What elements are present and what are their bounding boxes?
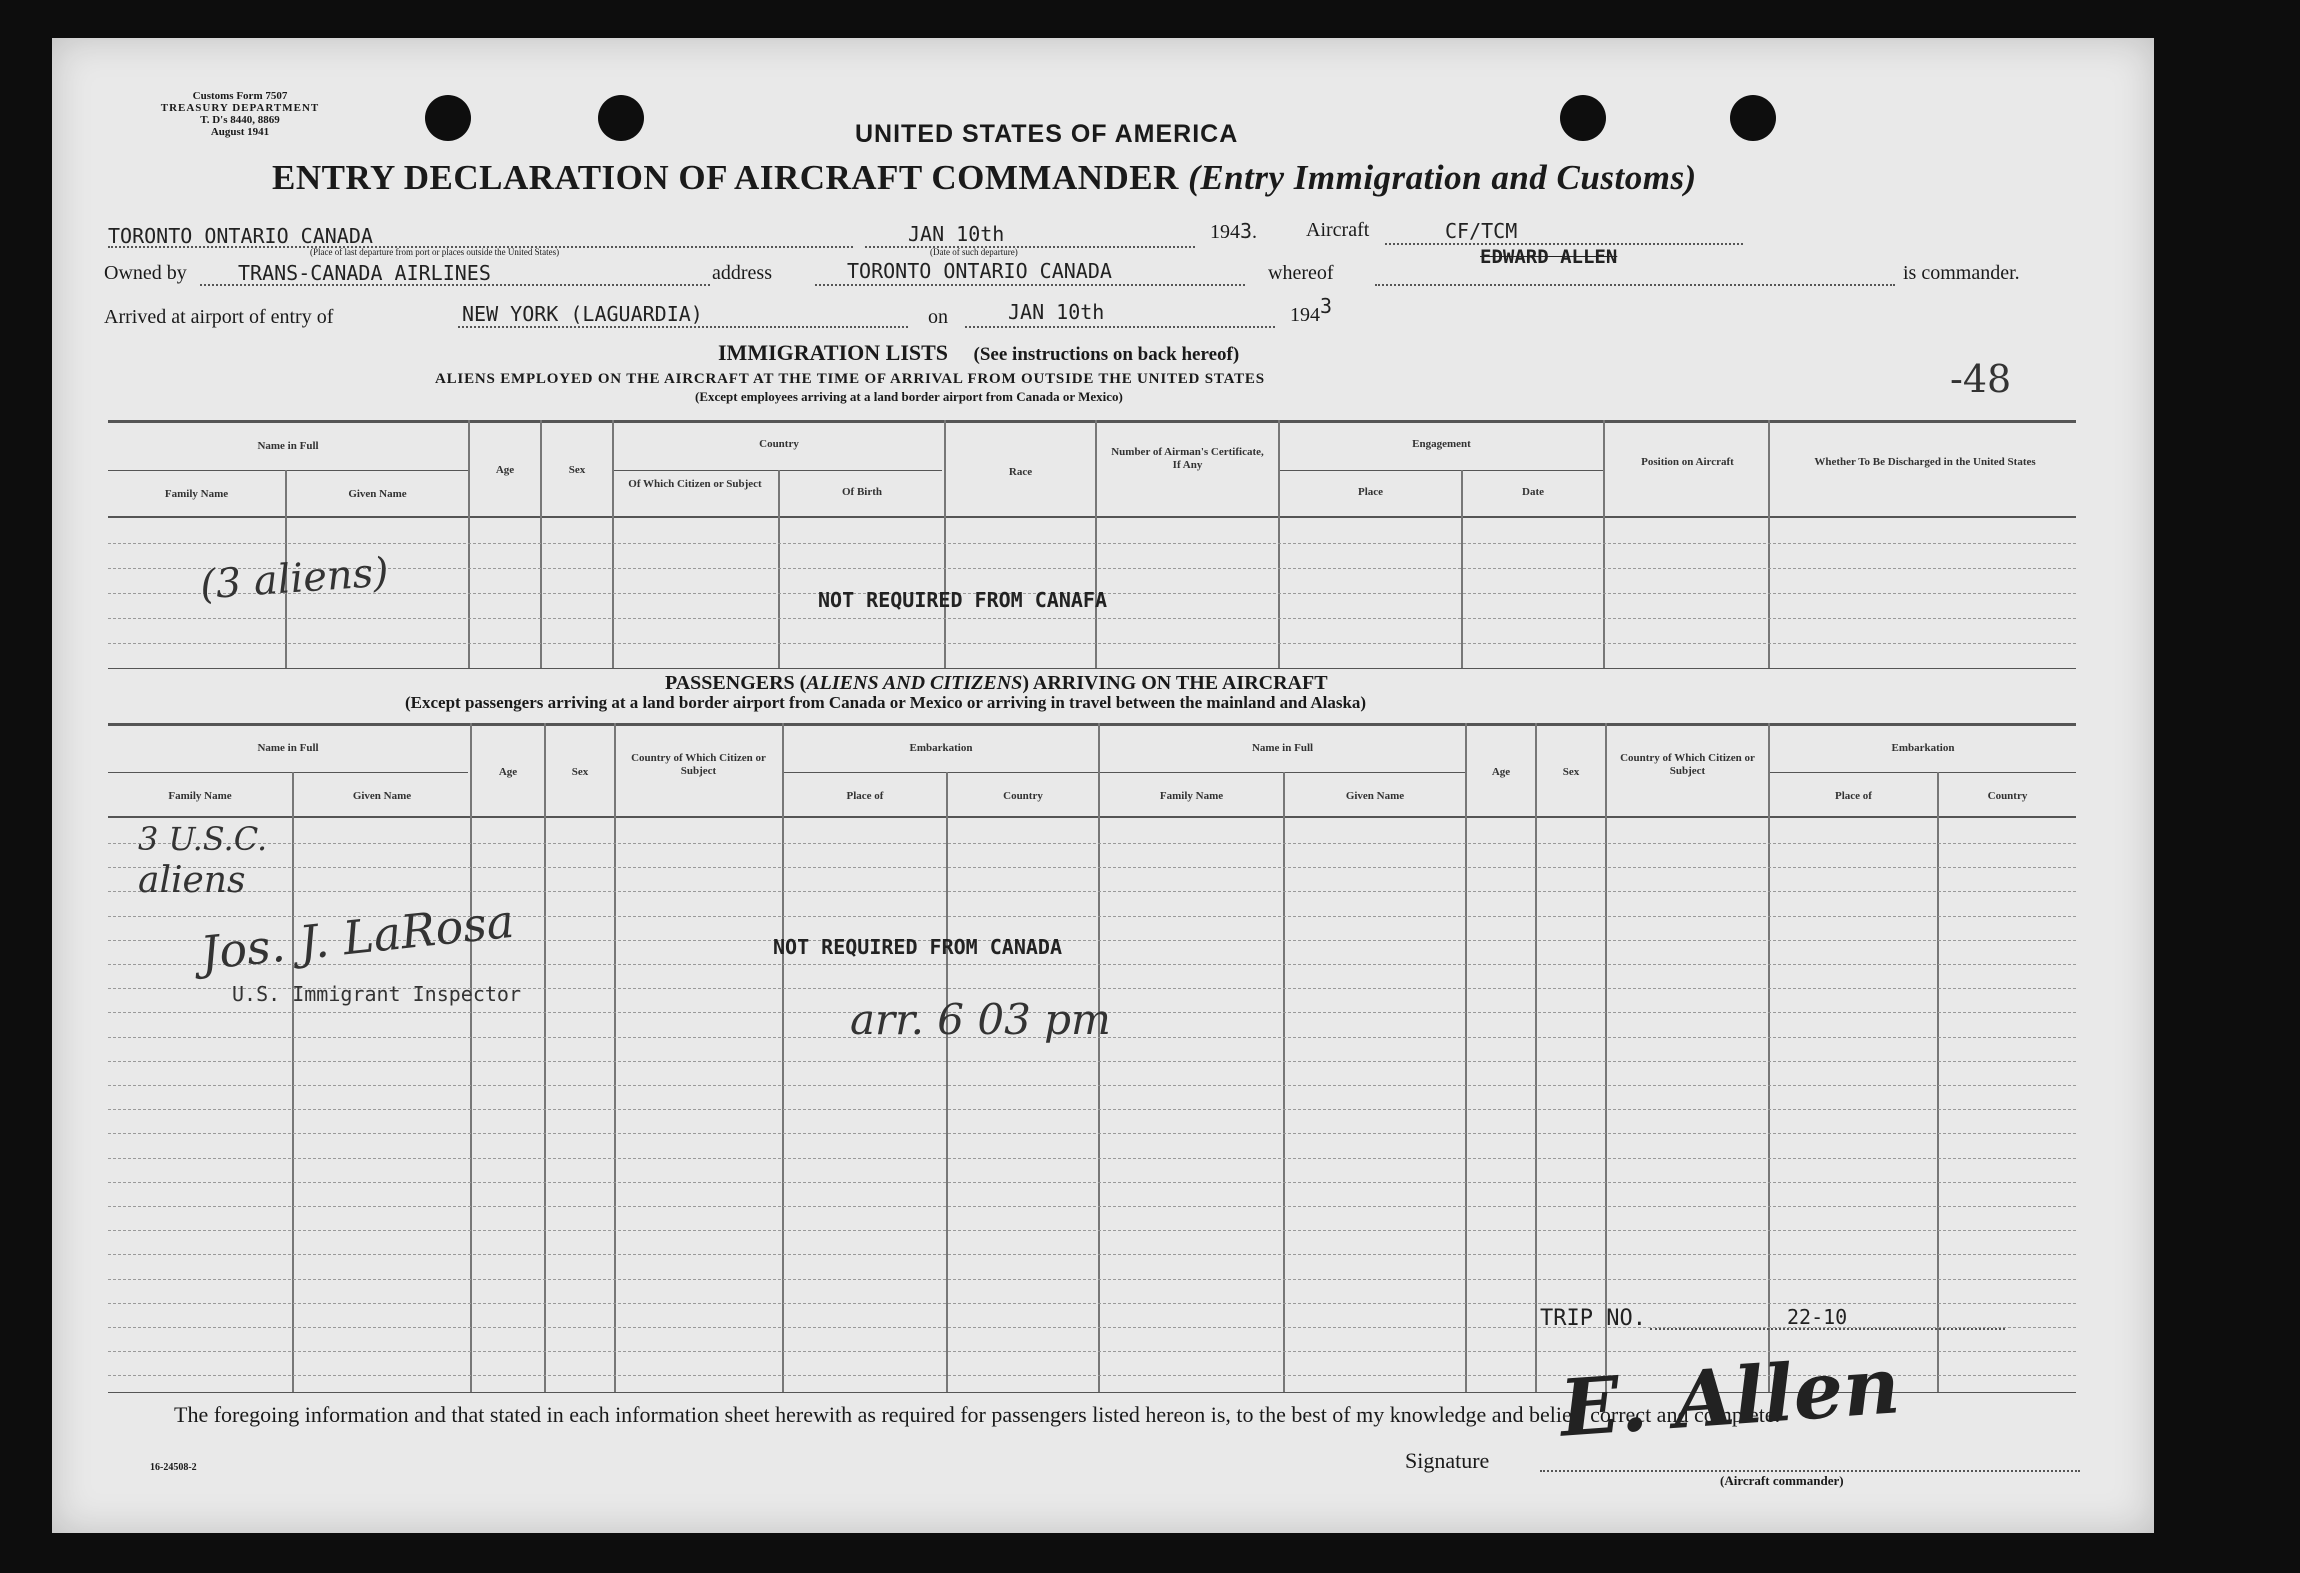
col-date: Date — [1522, 486, 1544, 498]
trip-value: 22-10 — [1787, 1305, 1848, 1329]
passengers-title-a: PASSENGERS ( — [665, 672, 807, 694]
table-row-line — [108, 891, 2076, 892]
table-rule — [1768, 772, 2076, 773]
table-rule — [108, 772, 468, 773]
fill-line — [1375, 284, 1895, 286]
table-row-line — [108, 1158, 2076, 1159]
aircraft-value: CF/TCM — [1445, 219, 1518, 243]
table-rule — [612, 470, 942, 471]
form-title-paren: (Entry Immigration and Customs) — [1188, 158, 1697, 197]
on-label: on — [928, 306, 948, 328]
table-rule — [108, 723, 2076, 726]
form-id-line: August 1941 — [210, 126, 270, 138]
form-id-line: Customs Form 7507 — [192, 90, 288, 102]
year-value: 3 — [1240, 219, 1253, 243]
form-id-line: T. D's 8440, 8869 — [200, 114, 280, 126]
col-engagement: Engagement — [1412, 438, 1471, 450]
table-divider — [540, 420, 542, 668]
form-number: 16-24508-2 — [150, 1462, 197, 1473]
table-divider — [1098, 723, 1100, 1392]
table-row-line — [108, 1061, 2076, 1062]
arrival-date-value: JAN 10th — [1008, 300, 1105, 324]
year-prefix: 194 — [1290, 304, 1320, 326]
col-name-in-full: Name in Full — [1251, 742, 1314, 754]
table-rule — [782, 772, 1098, 773]
fill-line — [1385, 243, 1743, 245]
table-divider — [1937, 772, 1939, 1392]
col-race: Race — [1008, 466, 1033, 478]
table-row-line — [108, 1182, 2076, 1183]
col-place: Place — [1357, 486, 1384, 498]
inspector-signature: Jos. J. LaRosa — [198, 893, 517, 981]
col-place-of: Place of — [1835, 790, 1872, 802]
table-divider — [614, 723, 616, 1392]
table-divider — [468, 420, 470, 668]
col-country: Country — [1987, 790, 2028, 802]
table-row-line — [108, 867, 2076, 868]
departure-place-caption: (Place of last departure from port or places outside the United States) — [310, 247, 560, 257]
table-rule — [108, 516, 2076, 518]
table-divider — [1278, 420, 1280, 668]
table-divider — [1603, 420, 1605, 668]
table-row-line — [108, 543, 2076, 544]
country-heading: UNITED STATES OF AMERICA — [855, 120, 1239, 148]
table-row-line — [108, 1254, 2076, 1255]
col-given-name: Given Name — [1345, 790, 1405, 802]
signature-line — [1540, 1470, 2080, 1472]
fill-line — [200, 284, 710, 286]
table-row-line — [108, 1133, 2076, 1134]
airport-value: NEW YORK (LAGUARDIA) — [462, 302, 703, 326]
table-divider — [1461, 470, 1463, 668]
table-divider — [944, 420, 946, 668]
table-divider — [1283, 772, 1285, 1392]
table-row-line — [108, 1206, 2076, 1207]
departure-year: 1943. — [1210, 219, 1258, 243]
departure-place-value: TORONTO ONTARIO CANADA — [108, 224, 373, 248]
table-rule — [108, 420, 2076, 423]
col-name-in-full: Name in Full — [257, 742, 319, 754]
table-row-line — [108, 1230, 2076, 1231]
owner-value: TRANS-CANADA AIRLINES — [238, 261, 491, 285]
handwritten-aliens: (3 aliens) — [198, 549, 391, 609]
fill-line — [865, 246, 1195, 248]
punch-hole — [425, 95, 471, 141]
table-row-line — [108, 1303, 2076, 1304]
col-country: Country — [759, 438, 799, 450]
address-label: address — [712, 262, 772, 284]
col-place-of: Place of — [846, 790, 884, 802]
table-divider — [1605, 723, 1607, 1392]
table-row-line — [108, 1085, 2076, 1086]
table-row-line — [108, 1109, 2076, 1110]
col-sex: Sex — [568, 464, 586, 476]
whereof-label: whereof — [1268, 262, 1334, 284]
table-row-line — [108, 1279, 2076, 1280]
col-given-name: Given Name — [352, 790, 412, 802]
immigration-subtitle: ALIENS EMPLOYED ON THE AIRCRAFT AT THE TIME OF ARRIVAL FROM OUTSIDE THE UNITED STATES — [435, 371, 1265, 387]
col-age: Age — [1491, 766, 1511, 778]
aircraft-label: Aircraft — [1306, 219, 1370, 241]
table-divider — [292, 772, 294, 1392]
table-divider — [1768, 723, 1770, 1392]
col-age: Age — [495, 464, 515, 476]
corner-number: -48 — [1950, 357, 2012, 401]
col-age: Age — [498, 766, 518, 778]
table-divider — [544, 723, 546, 1392]
fill-line — [1650, 1328, 2005, 1330]
hand-note-aliens: aliens — [138, 860, 246, 901]
fill-line — [815, 284, 1245, 286]
passengers-title-b: ALIENS AND CITIZENS — [806, 672, 1023, 694]
col-embarkation: Embarkation — [1891, 742, 1955, 754]
table-divider — [778, 470, 780, 668]
year-value: 3 — [1320, 294, 1333, 318]
col-of-birth: Of Birth — [841, 486, 883, 498]
table-rule — [108, 470, 468, 471]
form-title — [272, 158, 1697, 198]
punch-hole — [1730, 95, 1776, 141]
immigration-note: (See instructions on back hereof) — [973, 344, 1240, 365]
immigration-title — [718, 340, 1239, 366]
commander-signature: E. Allen — [1557, 1340, 1903, 1455]
signature-caption: (Aircraft commander) — [1720, 1473, 1844, 1488]
owned-by-label: Owned by — [104, 262, 187, 284]
col-name-in-full: Name in Full — [257, 440, 319, 452]
address-value: TORONTO ONTARIO CANADA — [847, 259, 1112, 283]
table-row-line — [108, 618, 2076, 619]
hand-note-usc: 3 U.S.C. — [138, 820, 268, 858]
table-divider — [946, 772, 948, 1392]
arrival-time: arr. 6 03 pm — [850, 995, 1111, 1044]
table-divider — [612, 420, 614, 668]
col-sex: Sex — [571, 766, 589, 778]
col-country: Country — [1003, 790, 1043, 802]
inspector-title: U.S. Immigrant Inspector — [232, 982, 521, 1006]
table-row-line — [108, 843, 2076, 844]
col-discharged: Whether To Be Discharged in the United States — [1814, 456, 2036, 468]
arrival-year — [1290, 294, 1333, 327]
commander-value: EDWARD ALLEN — [1480, 246, 1618, 268]
col-embarkation: Embarkation — [909, 742, 973, 754]
year-prefix: 194 — [1210, 221, 1240, 243]
table-divider — [1465, 723, 1467, 1392]
punch-hole — [1560, 95, 1606, 141]
passengers-stamp: NOT REQUIRED FROM CANADA — [773, 935, 1062, 959]
col-family-name: Family Name — [168, 790, 232, 802]
departure-date-value: JAN 10th — [908, 222, 1005, 246]
immigration-subtitle2: (Except employees arriving at a land border airport from Canada or Mexico) — [695, 389, 1123, 404]
table-divider — [1768, 420, 1770, 668]
fill-line — [965, 326, 1275, 328]
immigration-stamp: NOT REQUIRED FROM CANAFA — [818, 588, 1107, 612]
form-id-line: TREASURY DEPARTMENT — [160, 102, 320, 114]
table-row-line — [108, 964, 2076, 965]
signature-label: Signature — [1405, 1448, 1490, 1473]
table-row-line — [108, 643, 2076, 644]
table-divider — [1535, 723, 1537, 1392]
passengers-title-c: ) ARRIVING ON THE AIRCRAFT — [1022, 672, 1328, 694]
departure-date-caption: (Date of such departure) — [930, 247, 1018, 257]
col-given-name: Given Name — [348, 488, 407, 500]
table-divider — [782, 723, 784, 1392]
passengers-title — [665, 672, 1328, 695]
col-position: Position on Aircraft — [1641, 456, 1734, 468]
col-country-citizen: Country of Which Citizen or Subject — [1620, 752, 1755, 777]
table-rule — [1278, 470, 1603, 471]
arrived-label: Arrived at airport of entry of — [104, 306, 334, 328]
declaration-text: The foregoing information and that stated in each information sheet herewith as required for passengers listed hereon is, to the best of my knowledge and belief, correct and complete. — [174, 1402, 1781, 1427]
immigration-title-text: IMMIGRATION LISTS — [718, 340, 949, 365]
form-title-main: ENTRY DECLARATION OF AIRCRAFT COMMANDER — [272, 158, 1179, 197]
col-sex: Sex — [1562, 766, 1580, 778]
col-certificate: Number of Airman's Certificate, If Any — [1111, 446, 1264, 471]
table-rule — [108, 668, 2076, 669]
form-id — [100, 90, 380, 138]
table-divider — [1095, 420, 1097, 668]
trip-label: TRIP NO. — [1540, 1306, 1646, 1331]
col-family-name: Family Name — [164, 488, 229, 500]
table-row-line — [108, 568, 2076, 569]
col-citizen-of: Of Which Citizen or Subject — [628, 478, 762, 490]
table-rule — [108, 816, 2076, 818]
punch-hole — [598, 95, 644, 141]
table-divider — [470, 723, 472, 1392]
col-family-name: Family Name — [1159, 790, 1224, 802]
fill-line — [458, 326, 908, 328]
is-commander-label: is commander. — [1903, 262, 2020, 284]
passengers-subtitle: (Except passengers arriving at a land border airport from Canada or Mexico or arriving in travel between the mainland and Alaska) — [405, 693, 1367, 712]
col-country-citizen: Country of Which Citizen or Subject — [631, 752, 766, 777]
